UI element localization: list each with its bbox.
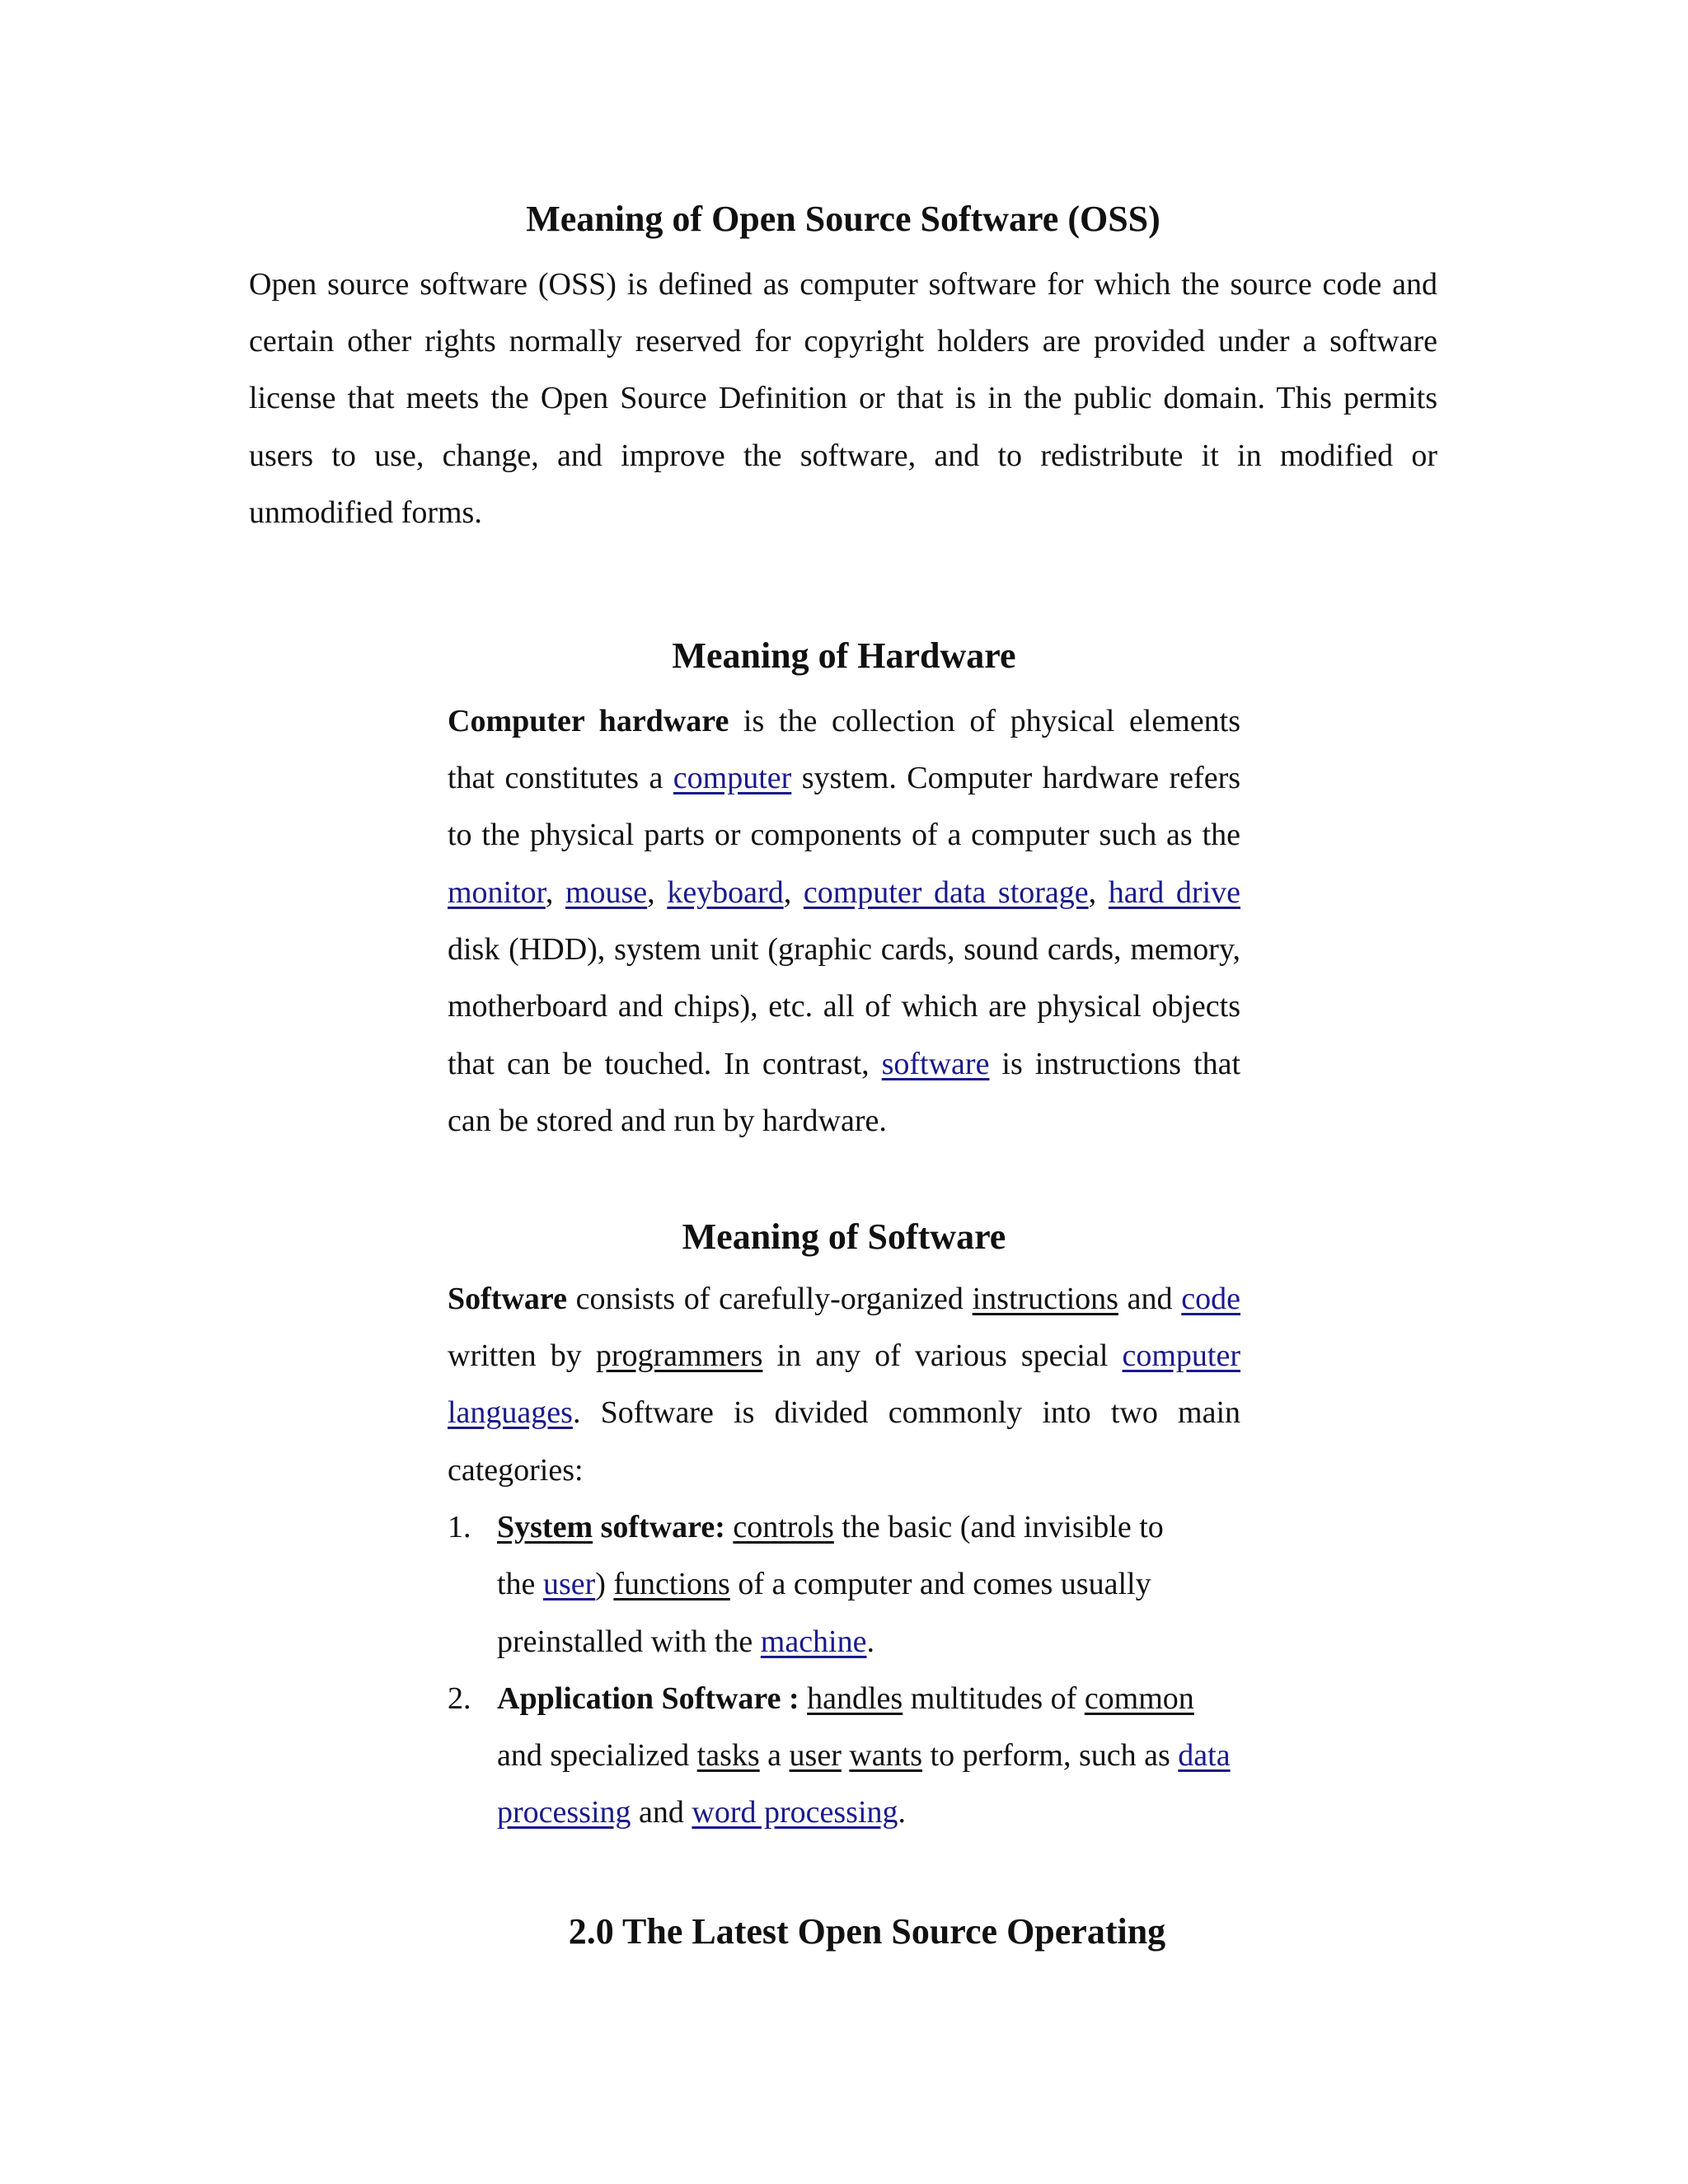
- link-computer-languages[interactable]: computer languages: [448, 1338, 1241, 1431]
- item-text: and: [631, 1795, 692, 1830]
- hardware-term: Computer hardware: [448, 703, 729, 738]
- hardware-text: is the collection of physical elements that constitutes a: [448, 703, 1240, 796]
- next-section: [249, 1910, 1485, 1954]
- item-text: multitudes of: [903, 1680, 1085, 1716]
- item-text: and specialized: [497, 1738, 697, 1774]
- software-paragraph: [448, 1271, 1240, 1499]
- hardware-section: [448, 635, 1240, 1150]
- instructions-term: instructions: [972, 1281, 1118, 1316]
- link-monitor[interactable]: monitor: [448, 874, 546, 910]
- link-computer-data-storage[interactable]: computer data storage: [803, 874, 1089, 910]
- link-hard-drive[interactable]: hard drive: [1108, 874, 1241, 910]
- item-text: .: [898, 1795, 907, 1830]
- software-heading: Meaning of Software: [682, 1216, 1006, 1257]
- item-text: [842, 1738, 850, 1773]
- software-text: and: [1118, 1281, 1182, 1316]
- system-term: System: [497, 1509, 593, 1544]
- list-item-system-software: [448, 1499, 1240, 1671]
- link-machine[interactable]: machine: [760, 1624, 867, 1659]
- oss-paragraph: Open source software (OSS) is defined as computer software for which the source code and certain other rights normally reserved for copyright holders are provided under a software license that meets the Open Source Definition or that is in the public domain. This permits users to use, change, and improve the software, and to redistribute it in modified or unmodified forms.: [249, 266, 1437, 530]
- wants-term: wants: [849, 1738, 923, 1774]
- controls-term: controls: [733, 1509, 834, 1544]
- link-mouse[interactable]: mouse: [565, 874, 648, 910]
- software-text: consists of carefully-organized: [566, 1281, 973, 1316]
- item-text: the basic (and invisible to the: [497, 1509, 1164, 1602]
- list-number: 1.: [448, 1509, 471, 1544]
- system-software-label: software:: [593, 1509, 725, 1544]
- user-term: user: [789, 1738, 842, 1774]
- item-text: of a computer and comes usually preinstalled with the: [497, 1567, 1151, 1659]
- item-text: to perform, such as: [922, 1738, 1179, 1774]
- link-data-processing[interactable]: data processing: [497, 1738, 1231, 1830]
- link-computer[interactable]: computer: [673, 761, 792, 796]
- link-user[interactable]: user: [542, 1567, 596, 1602]
- hardware-paragraph: [448, 693, 1240, 1150]
- list-item-application-software: [448, 1671, 1240, 1842]
- hardware-text: disk (HDD), system unit (graphic cards, sound cards, memory, motherboard and chips), etc. all of which are physical objects that can be touched. In contrast,: [448, 931, 1240, 1081]
- oss-section: [249, 198, 1437, 541]
- software-categories-list: [448, 1499, 1240, 1842]
- hardware-text: is instructions that can be stored and run by hardware.: [448, 1046, 1240, 1138]
- latest-os-heading: 2.0 The Latest Open Source Operating: [568, 1911, 1166, 1952]
- link-software[interactable]: software: [881, 1046, 990, 1081]
- software-term: Software: [448, 1281, 567, 1316]
- hardware-text: ,: [545, 874, 565, 910]
- item-text: ): [595, 1567, 614, 1602]
- hardware-text: ,: [1088, 874, 1109, 910]
- handles-term: handles: [807, 1680, 903, 1716]
- item-text: a: [759, 1738, 790, 1774]
- hardware-heading: Meaning of Hardware: [672, 635, 1016, 676]
- functions-term: functions: [613, 1567, 730, 1602]
- software-text: in any of various special: [762, 1338, 1123, 1374]
- hardware-text: system. Computer hardware refers to the physical parts or components of a computer such as the: [448, 761, 1241, 853]
- software-section: [448, 1216, 1240, 1842]
- list-number: 2.: [448, 1680, 471, 1716]
- item-text: [799, 1681, 808, 1716]
- link-code[interactable]: code: [1181, 1281, 1240, 1316]
- hardware-text: ,: [647, 874, 668, 910]
- link-word-processing[interactable]: word processing: [692, 1795, 898, 1830]
- item-text: .: [866, 1624, 874, 1659]
- common-term: common: [1084, 1680, 1194, 1716]
- programmers-term: programmers: [595, 1338, 763, 1374]
- application-software-label: Application Software :: [497, 1680, 799, 1716]
- oss-heading: Meaning of Open Source Software (OSS): [526, 199, 1160, 239]
- hardware-text: ,: [783, 874, 804, 910]
- software-text: . Software is divided commonly into two main categories:: [448, 1395, 1240, 1488]
- item-text: [725, 1510, 734, 1544]
- software-text: written by: [448, 1338, 596, 1374]
- link-keyboard[interactable]: keyboard: [667, 874, 784, 910]
- tasks-term: tasks: [696, 1738, 760, 1774]
